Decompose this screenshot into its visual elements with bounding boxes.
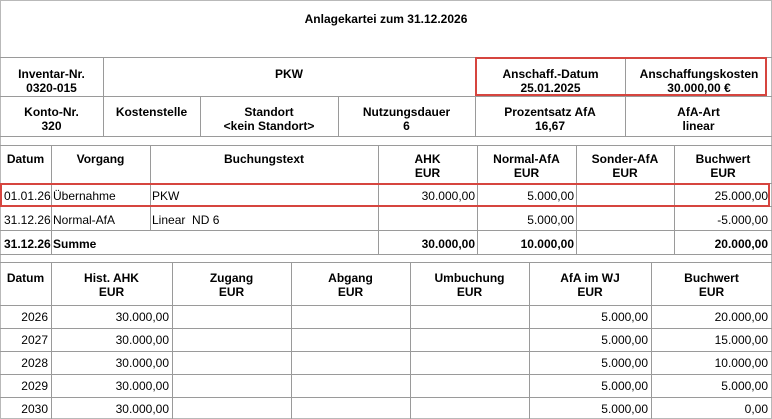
hist-ahk-cell: 30.000,00 [115,333,169,347]
afa-art-label: AfA-Art [677,105,720,119]
afa-wj-cell: 5.000,00 [601,333,648,347]
col-ahk-label: AHK [414,152,441,166]
nutzungsdauer-label: Nutzungsdauer [362,105,451,119]
buchwert-cell: 0,00 [744,402,768,416]
col-vorgang-header: Vorgang [76,152,125,166]
col-buchwert-label: Buchwert [684,271,739,285]
divider [0,262,772,263]
prozentsatz-value: 16,67 [534,119,566,133]
hist-ahk-cell: 30.000,00 [115,402,169,416]
col-zugang-header [172,271,291,299]
page-title: Anlagekartei zum 31.12.2026 [304,12,468,26]
col-hist-ahk-label: Hist. AHK [84,271,139,285]
year-cell: 2026 [21,310,48,324]
col-normal-afa-header [477,152,576,180]
col-abgang-header [291,271,410,299]
anschaffungskosten-value: 30.000,00 € [667,81,731,95]
col-abgang-label: Abgang [328,271,373,285]
col-unit-label: EUR [698,285,725,299]
highlight-box [0,183,770,207]
col-afa-wj-header [529,271,651,299]
table-row-normal-afa: 5.000,00 [527,189,574,203]
col-unit-label: EUR [337,285,364,299]
table-row-buchwert: -5.000,00 [717,213,768,227]
hist-ahk-cell: 30.000,00 [115,310,169,324]
table-row-text: Linear ND 6 [152,213,220,227]
konto-label: Konto-Nr. [24,105,79,119]
col-zugang-label: Zugang [209,271,254,285]
sum-datum: 31.12.26 [4,237,51,251]
buchwert-cell: 10.000,00 [714,356,768,370]
afa-wj-cell: 5.000,00 [601,356,648,370]
col-sonder-afa-label: Sonder-AfA [591,152,659,166]
col-datum-header: Datum [6,152,45,166]
divider [0,397,772,398]
divider [0,305,772,306]
col-unit-label: EUR [577,285,603,299]
divider [0,96,772,97]
hist-ahk-cell: 30.000,00 [115,379,169,393]
konto-block [0,105,103,133]
divider [0,374,772,375]
year-cell: 2028 [21,356,48,370]
col-unit-label: EUR [456,285,483,299]
nutzungsdauer-block [338,105,475,133]
standort-block [200,105,338,133]
col-hist-ahk-header [51,271,172,299]
anschaff-datum-label: Anschaff.-Datum [502,67,599,81]
col-ahk-header [378,152,477,180]
col-buchwert-label: Buchwert [695,152,751,166]
afa-wj-cell: 5.000,00 [601,402,648,416]
col-buchungstext-header: Buchungstext [223,152,304,166]
sum-label: Summe [53,237,97,251]
buchwert-cell: 15.000,00 [714,333,768,347]
inventar-label: Inventar-Nr. [18,67,85,81]
col-afa-wj-label: AfA im WJ [560,271,620,285]
col-unit-label: EUR [513,166,540,180]
table-row-vorgang: Normal-AfA [53,213,116,227]
buchwert-cell: 20.000,00 [714,310,768,324]
col-unit-label: EUR [612,166,638,180]
table-row-datum: 01.01.26 [4,189,51,203]
col-unit-label: EUR [710,166,736,180]
col-sonder-afa-header [576,152,674,180]
anschaffungskosten-label: Anschaffungskosten [639,67,759,81]
divider [0,328,772,329]
table-row-datum: 31.12.26 [4,213,51,227]
col-unit-label: EUR [98,285,125,299]
table-row-buchwert: 25.000,00 [714,189,768,203]
hist-ahk-cell: 30.000,00 [115,356,169,370]
divider [0,136,772,137]
kostenstelle-label: Kostenstelle [115,105,188,119]
standort-value: <kein Standort> [223,119,315,133]
col-normal-afa-label: Normal-AfA [493,152,560,166]
col-unit-label: EUR [218,285,245,299]
divider [0,145,772,146]
inventar-value: 0320-015 [26,81,77,95]
year-cell: 2029 [21,379,48,393]
divider [0,230,772,231]
afa-wj-cell: 5.000,00 [601,310,648,324]
table-row-vorgang: Übernahme [53,189,116,203]
table-row-text: PKW [152,189,180,203]
afa-art-value: linear [682,119,715,133]
divider [0,254,772,255]
sum-normal-afa: 10.000,00 [520,237,574,251]
nutzungsdauer-value: 6 [403,119,410,133]
highlight-box [475,57,767,96]
col-buchwert-header [674,152,772,180]
divider [0,351,772,352]
asset-name: PKW [275,67,303,81]
year-cell: 2030 [21,402,48,416]
col-umbuchung-label: Umbuchung [434,271,505,285]
afa-wj-cell: 5.000,00 [601,379,648,393]
col-buchwert-header [651,271,772,299]
sum-buchwert: 20.000,00 [714,237,768,251]
col-datum-header: Datum [6,271,45,285]
prozentsatz-label: Prozentsatz AfA [504,105,596,119]
col-umbuchung-header [410,271,529,299]
prozentsatz-block [475,105,625,133]
anschaff-datum-value: 25.01.2025 [520,81,581,95]
year-cell: 2027 [21,333,48,347]
col-unit-label: EUR [414,166,441,180]
buchwert-cell: 5.000,00 [721,379,768,393]
inventar-block [0,67,103,95]
table-row-ahk: 30.000,00 [421,189,475,203]
sum-ahk: 30.000,00 [421,237,475,251]
afa-art-block [625,105,772,133]
standort-label: Standort [244,105,294,119]
konto-value: 320 [41,119,62,133]
table-row-normal-afa: 5.000,00 [527,213,574,227]
